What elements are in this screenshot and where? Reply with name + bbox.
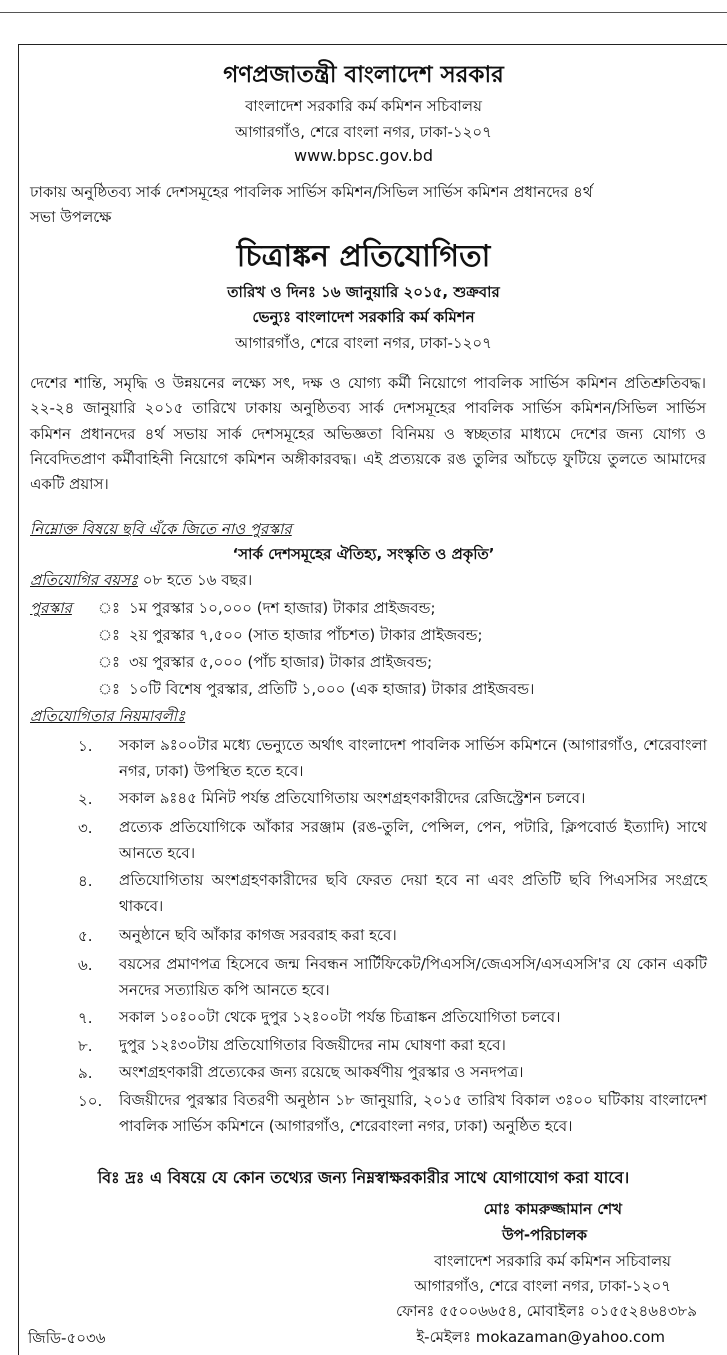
gd-number: জিডি-৫০৩৬ (28, 1329, 106, 1347)
event-venue: ভেন্যুঃ বাংলাদেশ সরকারি কর্ম কমিশন (252, 308, 475, 326)
website-link[interactable]: www.bpsc.gov.bd (294, 146, 433, 165)
rule-text: বয়সের প্রমাণপত্র হিসেবে জন্ম নিবন্ধন সার্টিফিকেট/পিএসসি/জেএসসি/এসএসসি'র যে কোন একটি সনদের সত্যায়িত কপি আনতে হবে। (119, 955, 707, 999)
rule-text: সকাল ৯ঃ০০টার মধ্যে ভেন্যুতে অর্থাৎ বাংলাদেশ পাবলিক সার্ভিস কমিশনে (আগারগাঁও, শেরেবাংলা নগর, ঢাকা) উপস্থিত হতে হবে। (119, 736, 707, 780)
prize-item: ১ম পুরস্কার ১০,০০০ (দশ হাজার) টাকার প্রাইজবন্ড; (129, 599, 436, 617)
rule-number: ৪. (78, 872, 93, 890)
office-address: আগারগাঁও, শেরে বাংলা নগর, ঢাকা-১২০৭ (235, 123, 492, 141)
prize-colon: ঃ (98, 653, 121, 671)
rule-text: অংশগ্রহণকারী প্রত্যেকের জন্য রয়েছে আকর্ষণীয় পুরস্কার ও সনদপত্র। (119, 1063, 524, 1081)
rule-number: ৩. (78, 819, 93, 837)
age-line (30, 569, 252, 594)
rule-text: সকাল ৯ঃ৪৫ মিনিট পর্যন্ত প্রতিযোগিতায় অংশগ্রহণকারীদের রেজিস্ট্রেশন চলবে। (119, 789, 586, 807)
age-value: ০৮ হতে ১৬ বছর। (138, 571, 253, 589)
rule-text: বিজয়ীদের পুরস্কার বিতরণী অনুষ্ঠান ১৮ জানুয়ারি, ২০১৫ তারিখ বিকাল ৩ঃ০০ ঘটিকায় বাংলাদেশ পাবলিক সার্ভিস কমিশনে (আগারগাঁও, শেরেবাংলা নগর, ঢাকা) অনুষ্ঠিত হবে। (119, 1091, 707, 1135)
age-label: প্রতিযোগির বয়সঃ (30, 571, 138, 589)
prize-label: পুরস্কার (30, 599, 72, 617)
rule-number: ২. (78, 790, 93, 808)
top-edge (0, 0, 727, 13)
event-title: চিত্রাঙ্কন প্রতিযোগিতা (236, 239, 491, 274)
rule-number: ৮. (78, 1037, 93, 1055)
rule-number: ৯. (78, 1064, 93, 1082)
topic-title: ‘সার্ক দেশসমূহের ঐতিহ্য, সংস্কৃতি ও প্রকৃতি’ (232, 545, 495, 563)
rule-number: ৬. (78, 956, 93, 974)
occasion-line-1: ঢাকায় অনুষ্ঠিতব্য সার্ক দেশসমূহের পাবলিক সার্ভিস কমিশন/সিভিল সার্ভিস কমিশন প্রধানদের ৪র্থ (30, 183, 593, 201)
rule-number: ৫. (78, 927, 93, 945)
rule-text: দুপুর ১২ঃ৩০টায় প্রতিযোগিতার বিজয়ীদের নাম ঘোষণা করা হবে। (119, 1036, 506, 1054)
event-venue-address: আগারগাঁও, শেরে বাংলা নগর, ঢাকা-১২০৭ (235, 334, 492, 352)
note-line: বিঃ দ্রঃ এ বিষয়ে যে কোন তথ্যের জন্য নিম্নস্বাক্ষরকারীর সাথে যোগাযোগ করা যাবে। (97, 1168, 630, 1187)
signatory-office: বাংলাদেশ সরকারি কর্ম কমিশন সচিবালয় (434, 1252, 671, 1270)
rule-text: প্রতিযোগিতায় অংশগ্রহণকারীদের ছবি ফেরত দেয়া হবে না এবং প্রতিটি ছবি পিএসসির সংগ্রহে থাকবে। (119, 871, 707, 915)
prize-item: ১০টি বিশেষ পুরস্কার, প্রতিটি ১,০০০ (এক হাজার) টাকার প্রাইজবন্ড। (129, 680, 535, 698)
occasion-line-2: সভা উপলক্ষে (30, 208, 112, 226)
rule-text: অনুষ্ঠানে ছবি আঁকার কাগজ সরবরাহ করা হবে। (119, 926, 397, 944)
rule-number: ১. (78, 737, 93, 755)
rule-number: ৭. (78, 1009, 93, 1027)
event-date: তারিখ ও দিনঃ ১৬ জানুয়ারি ২০১৫, শুক্রবার (227, 283, 500, 301)
rule-number: ১০. (78, 1092, 103, 1110)
intro-paragraph: দেশের শান্তি, সমৃদ্ধি ও উন্নয়নের লক্ষ্যে সৎ, দক্ষ ও যোগ্য কর্মী নিয়োগে পাবলিক সার্ভিস কমিশন প্রতিশ্রুতিবদ্ধ। ২২-২৪ জানুয়ারি ২০১৫ তারিখে ঢাকায় অনুষ্ঠিতব্য সার্ক দেশসমূহের পাবলিক সার্ভিস কমিশন/সিভিল সার্ভিস কমিশন প্রধানদের ৪র্থ সভায় সার্ক দেশসমূহের অভিজ্ঞতা বিনিময় ও স্বচ্ছতার মাধ্যমে দেশের জন্য যোগ্য ও নিবেদিতপ্রাণ কর্মীবাহিনী নিয়োগে কমিশন অঙ্গীকারবদ্ধ। এই প্রত্যয়কে রঙ তুলির আঁচড়ে ফুটিয়ে তুলতে আমাদের একটি প্রয়াস। (30, 374, 706, 494)
prize-colon: ঃ (98, 626, 121, 644)
office-name: বাংলাদেশ সরকারি কর্ম কমিশন সচিবালয় (245, 97, 482, 115)
prize-colon: ঃ (98, 599, 121, 617)
rules-heading: প্রতিযোগিতার নিয়মাবলীঃ (30, 707, 186, 725)
rule-text: সকাল ১০ঃ০০টা থেকে দুপুর ১২ঃ০০টা পর্যন্ত চিত্রাঙ্কন প্রতিযোগিতা চলবে। (119, 1008, 561, 1026)
signatory-name: মোঃ কামরুজ্জামান শেখ (483, 1200, 622, 1218)
prize-item: ৩য় পুরস্কার ৫,০০০ (পাঁচ হাজার) টাকার প্রাইজবন্ড; (129, 653, 433, 671)
signatory-address: আগারগাঁও, শেরে বাংলা নগর, ঢাকা-১২০৭ (414, 1277, 671, 1295)
rule-text: প্রত্যেক প্রতিযোগিকে আঁকার সরঞ্জাম (রঙ-তুলি, পেন্সিল, পেন, পটারি, ক্লিপবোর্ড ইত্যাদি) সাথে আনতে হবে। (119, 818, 707, 862)
govt-title: গণপ্রজাতন্ত্রী বাংলাদেশ সরকার (223, 62, 504, 88)
prize-item: ২য় পুরস্কার ৭,৫০০ (সাত হাজার পাঁচশত) টাকার প্রাইজবন্ড; (129, 626, 483, 644)
signatory-email[interactable]: ই-মেইলঃ mokazaman@yahoo.com (416, 1328, 665, 1346)
topic-heading: নিম্নোক্ত বিষয়ে ছবি এঁকে জিতে নাও পুরস্কার (30, 520, 292, 538)
signatory-designation: উপ-পরিচালক (502, 1226, 587, 1244)
prize-colon: ঃ (98, 680, 121, 698)
signatory-phone: ফোনঃ ৫৫০০৬৬৫৪, মোবাইলঃ ০১৫৫২৪৬৪৩৮৯ (396, 1302, 697, 1320)
